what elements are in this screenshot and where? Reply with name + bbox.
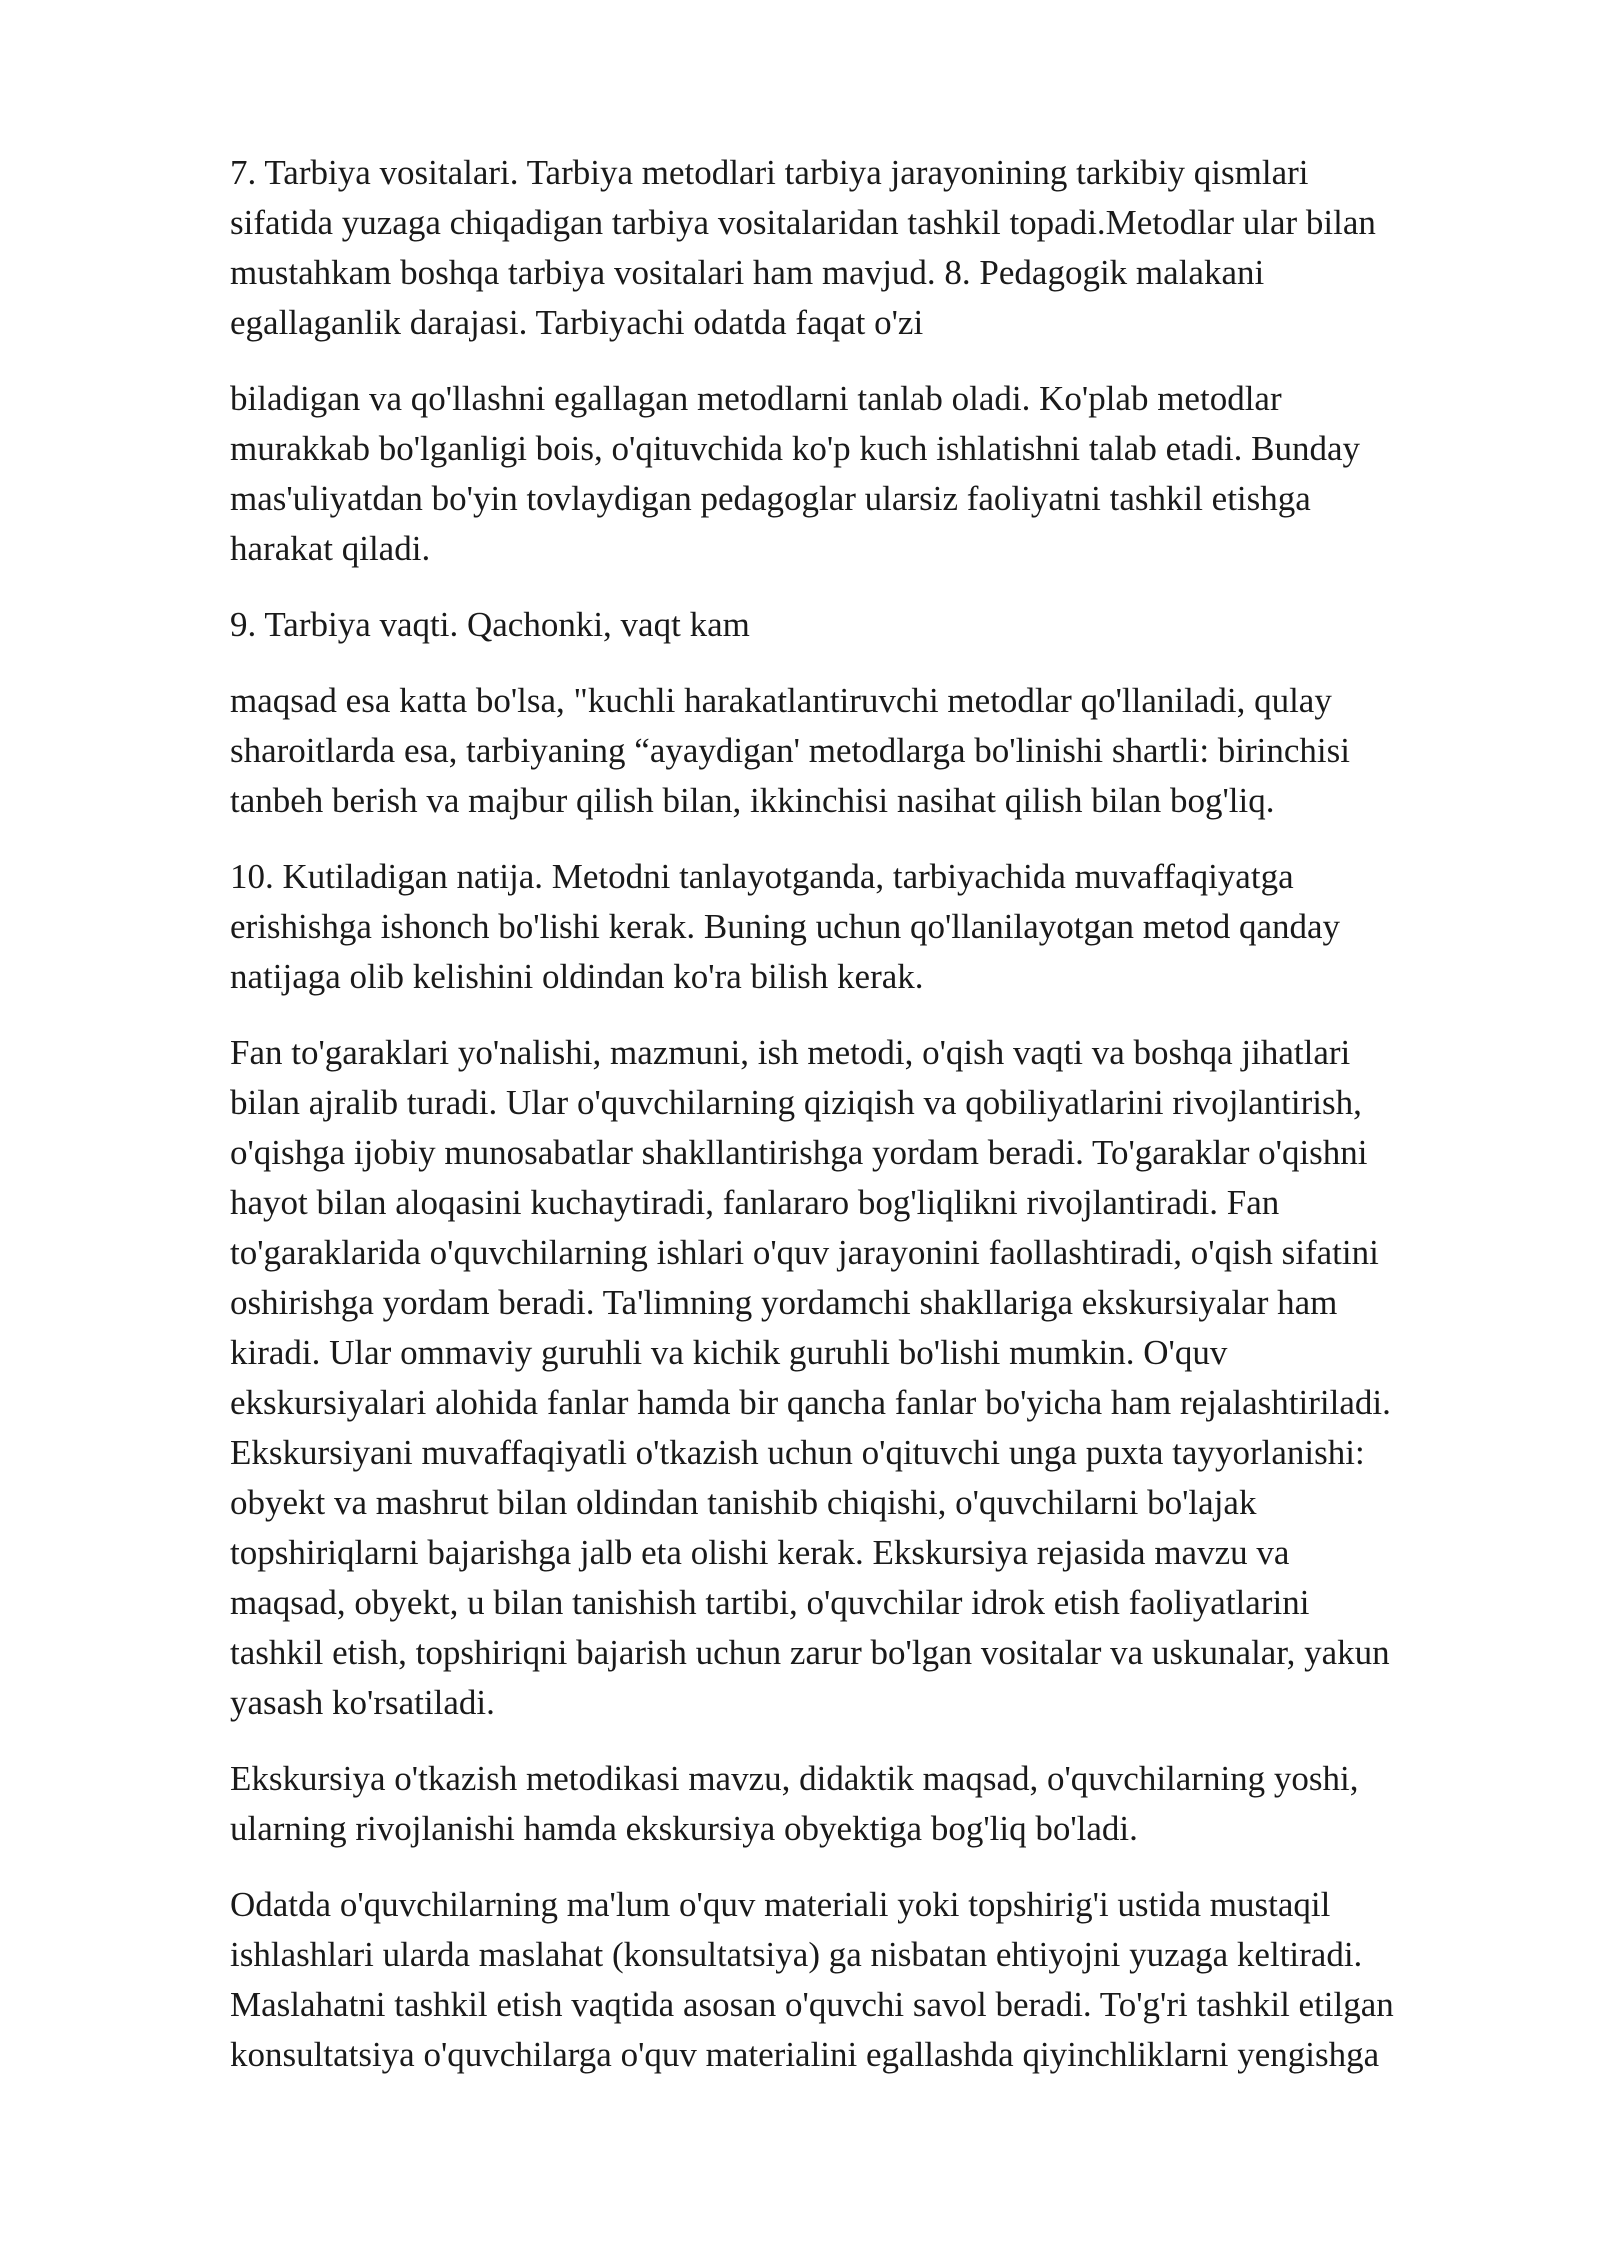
text-line: yasash ko'rsatiladi. — [230, 1683, 495, 1722]
paragraph — [230, 148, 1505, 348]
text-line: Ekskursiyani muvaffaqiyatli o'tkazish uchun o'qituvchi unga puxta tayyorlanishi: — [230, 1433, 1365, 1472]
text-line: Fan to'garaklari yo'nalishi, mazmuni, ish metodi, o'qish vaqti va boshqa jihatlari — [230, 1033, 1351, 1072]
document-body — [230, 148, 1505, 2106]
text-line: maqsad esa katta bo'lsa, "kuchli harakatlantiruvchi metodlar qo'llaniladi, qulay — [230, 681, 1332, 720]
text-line: tanbeh berish va majbur qilish bilan, ikkinchisi nasihat qilish bilan bog'liq. — [230, 781, 1275, 820]
text-line: murakkab bo'lganligi bois, o'qituvchida ko'p kuch ishlatishni talab etadi. Bunday — [230, 429, 1360, 468]
text-line: tashkil etish, topshiriqni bajarish uchun zarur bo'lgan vositalar va uskunalar, yakun — [230, 1633, 1390, 1672]
paragraph — [230, 1754, 1505, 1854]
paragraph — [230, 1028, 1505, 1728]
text-line: oshirishga yordam beradi. Ta'limning yordamchi shakllariga ekskursiyalar ham — [230, 1283, 1338, 1322]
text-line: Maslahatni tashkil etish vaqtida asosan o'quvchi savol beradi. To'g'ri tashkil etilgan — [230, 1985, 1394, 2024]
text-line: topshiriqlarni bajarishga jalb eta olishi kerak. Ekskursiya rejasida mavzu va — [230, 1533, 1290, 1572]
text-line: 7. Tarbiya vositalari. Tarbiya metodlari tarbiya jarayonining tarkibiy qismlari — [230, 153, 1309, 192]
text-line: egallaganlik darajasi. Tarbiyachi odatda faqat o'zi — [230, 303, 924, 342]
text-line: 9. Tarbiya vaqti. Qachonki, vaqt kam — [230, 605, 750, 644]
paragraph — [230, 374, 1505, 574]
text-line: mustahkam boshqa tarbiya vositalari ham mavjud. 8. Pedagogik malakani — [230, 253, 1265, 292]
paragraph — [230, 1880, 1505, 2080]
text-line: konsultatsiya o'quvchilarga o'quv materialini egallashda qiyinchliklarni yengishga — [230, 2035, 1380, 2074]
text-line: mas'uliyatdan bo'yin tovlaydigan pedagoglar ularsiz faoliyatni tashkil etishga — [230, 479, 1311, 518]
text-line: Ekskursiya o'tkazish metodikasi mavzu, didaktik maqsad, o'quvchilarning yoshi, — [230, 1759, 1359, 1798]
paragraph — [230, 676, 1505, 826]
text-line: ularning rivojlanishi hamda ekskursiya obyektiga bog'liq bo'ladi. — [230, 1809, 1138, 1848]
text-line: o'qishga ijobiy munosabatlar shakllantirishga yordam beradi. To'garaklar o'qishni — [230, 1133, 1368, 1172]
paragraph — [230, 600, 1505, 650]
text-line: ekskursiyalari alohida fanlar hamda bir qancha fanlar bo'yicha ham rejalashtiriladi. — [230, 1383, 1391, 1422]
text-line: obyekt va mashrut bilan oldindan tanishib chiqishi, o'quvchilarni bo'lajak — [230, 1483, 1257, 1522]
paragraph — [230, 852, 1505, 1002]
text-line: sifatida yuzaga chiqadigan tarbiya vositalaridan tashkil topadi.Metodlar ular bilan — [230, 203, 1376, 242]
text-line: biladigan va qo'llashni egallagan metodlarni tanlab oladi. Ko'plab metodlar — [230, 379, 1282, 418]
text-line: Odatda o'quvchilarning ma'lum o'quv materiali yoki topshirig'i ustida mustaqil — [230, 1885, 1331, 1924]
text-line: natijaga olib kelishini oldindan ko'ra bilish kerak. — [230, 957, 924, 996]
text-line: harakat qiladi. — [230, 529, 431, 568]
text-line: ishlashlari ularda maslahat (konsultatsiya) ga nisbatan ehtiyojni yuzaga keltiradi. — [230, 1935, 1363, 1974]
text-line: sharoitlarda esa, tarbiyaning “ayaydigan' metodlarga bo'linishi shartli: birinchisi — [230, 731, 1350, 770]
text-line: bilan ajralib turadi. Ular o'quvchilarning qiziqish va qobiliyatlarini rivojlantirish, — [230, 1083, 1362, 1122]
text-line: hayot bilan aloqasini kuchaytiradi, fanlararo bog'liqlikni rivojlantiradi. Fan — [230, 1183, 1280, 1222]
text-line: kiradi. Ular ommaviy guruhli va kichik guruhli bo'lishi mumkin. O'quv — [230, 1333, 1228, 1372]
text-line: maqsad, obyekt, u bilan tanishish tartibi, o'quvchilar idrok etish faoliyatlarini — [230, 1583, 1310, 1622]
text-line: 10. Kutiladigan natija. Metodni tanlayotganda, tarbiyachida muvaffaqiyatga — [230, 857, 1294, 896]
text-line: erishishga ishonch bo'lishi kerak. Buning uchun qo'llanilayotgan metod qanday — [230, 907, 1341, 946]
text-line: to'garaklarida o'quvchilarning ishlari o'quv jarayonini faollashtiradi, o'qish sifatini — [230, 1233, 1379, 1272]
